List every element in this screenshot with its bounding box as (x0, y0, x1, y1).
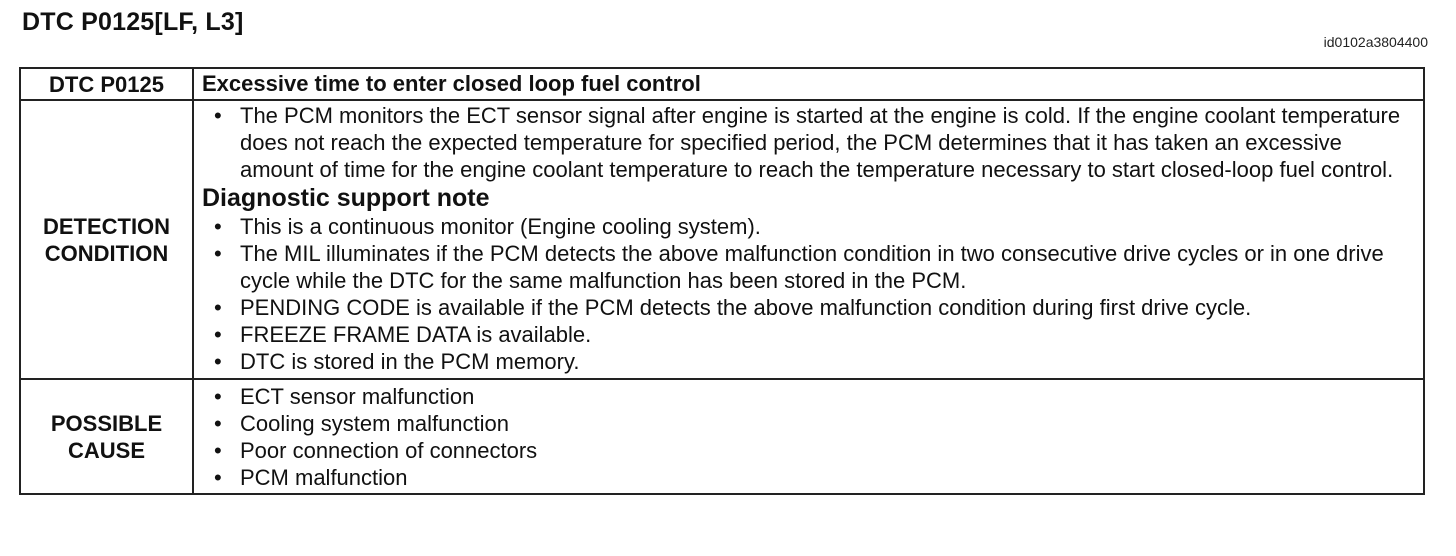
list-item-text: This is a continuous monitor (Engine cooling system). (240, 214, 761, 239)
list-item-text: DTC is stored in the PCM memory. (240, 349, 580, 374)
possible-cause-label (20, 379, 193, 494)
list-item (214, 213, 1417, 240)
possible-cause-label-line2: CAUSE (67, 437, 145, 463)
dtc-description-cell: Excessive time to enter closed loop fuel control (193, 68, 1424, 100)
bullet-icon: • (214, 438, 222, 463)
list-item-text: ECT sensor malfunction (240, 384, 475, 409)
list-item (214, 348, 1417, 375)
possible-cause-content (193, 379, 1424, 494)
detection-condition-row (20, 100, 1424, 379)
diagnostic-support-heading: Diagnostic support note (202, 184, 490, 212)
list-item (214, 294, 1417, 321)
list-item-text: PENDING CODE is available if the PCM detects the above malfunction condition during first drive cycle. (240, 295, 1252, 320)
list-item-text: Poor connection of connectors (240, 438, 538, 463)
bullet-icon: • (214, 295, 222, 320)
list-item (214, 240, 1417, 294)
document-id: id0102a3804400 (1323, 34, 1428, 50)
list-item-text: PCM malfunction (240, 465, 408, 490)
possible-cause-row (20, 379, 1424, 494)
dtc-table (19, 67, 1425, 495)
table-header-row (20, 68, 1424, 100)
bullet-icon: • (214, 322, 222, 347)
list-item (214, 464, 1417, 491)
bullet-icon: • (214, 103, 222, 128)
bullet-icon: • (214, 384, 222, 409)
detection-label-line1: DETECTION (42, 213, 171, 239)
detection-condition-label (20, 100, 193, 379)
list-item (214, 410, 1417, 437)
detection-bullet-list (194, 102, 1423, 183)
list-item (214, 383, 1417, 410)
list-item-text: The MIL illuminates if the PCM detects the above malfunction condition in two consecutive drive cycles or in one drive cycle while the DTC for the same malfunction has been stored in the PCM. (240, 241, 1384, 293)
bullet-icon: • (214, 214, 222, 239)
list-item (214, 102, 1417, 183)
bullet-icon: • (214, 411, 222, 436)
dtc-code-cell: DTC P0125 (20, 68, 193, 100)
list-item-text: The PCM monitors the ECT sensor signal after engine is started at the engine is cold. If the engine coolant temperature does not reach the expected temperature for specified period, the PCM determines that it has taken an excessive amount of time for the engine coolant temperature to reach the temperature necessary to start closed-loop fuel control. (240, 103, 1401, 182)
detection-condition-content (193, 100, 1424, 379)
list-item (214, 321, 1417, 348)
bullet-icon: • (214, 465, 222, 490)
list-item-text: FREEZE FRAME DATA is available. (240, 322, 592, 347)
list-item (214, 437, 1417, 464)
support-note-list (194, 213, 1423, 375)
bullet-icon: • (214, 349, 222, 374)
detection-label-line2: CONDITION (44, 240, 169, 266)
possible-cause-list (194, 383, 1423, 491)
possible-cause-label-line1: POSSIBLE (50, 410, 163, 436)
page-title: DTC P0125[LF, L3] (22, 8, 244, 36)
bullet-icon: • (214, 241, 222, 266)
list-item-text: Cooling system malfunction (240, 411, 510, 436)
